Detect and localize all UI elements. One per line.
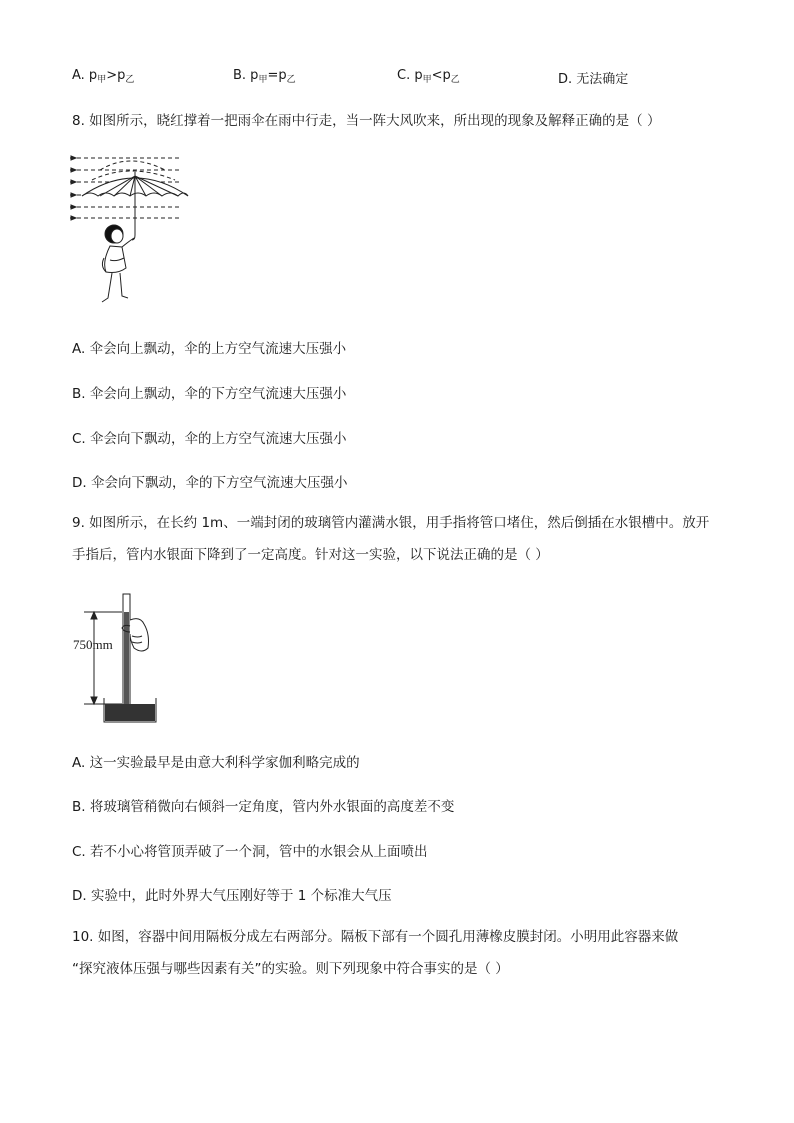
q9-choice-b[interactable]: B. 将玻璃管稍微向右倾斜一定角度，管内外水银面的高度差不变 xyxy=(72,799,455,815)
q8-choice-b[interactable]: B. 伞会向上飘动，伞的下方空气流速大压强小 xyxy=(72,386,347,402)
question-10-stem-line1: 10. 如图，容器中间用隔板分成左右两部分。隔板下部有一个圆孔用薄橡皮膜封闭。小明用此容器来做 xyxy=(72,929,679,945)
umbrella-girl-figure xyxy=(70,150,195,310)
q9-choice-a[interactable]: A. 这一实验最早是由意大利科学家伽利略完成的 xyxy=(72,755,360,771)
option-a: A. $p_甲>p_乙$ xyxy=(72,68,135,85)
height-label: 750mm xyxy=(73,637,113,652)
q8-choice-a[interactable]: A. 伞会向上飘动，伞的上方空气流速大压强小 xyxy=(72,341,347,357)
question-8-stem: 8. 如图所示，晓红撑着一把雨伞在雨中行走，当一阵大风吹来，所出现的现象及解释正确的是（ ） xyxy=(72,113,661,129)
q9-choice-d[interactable]: D. 实验中，此时外界大气压刚好等于 1 个标准大气压 xyxy=(72,888,392,904)
question-9-stem-line2: 手指后，管内水银面下降到了一定高度。针对这一实验，以下说法正确的是（ ） xyxy=(72,547,549,563)
question-9-stem-line1: 9. 如图所示，在长约 1m、一端封闭的玻璃管内灌满水银，用手指将管口堵住，然后倒插在水银槽中。放开 xyxy=(72,515,710,531)
option-d: D. 无法确定 xyxy=(558,72,629,87)
torricelli-tube-figure xyxy=(70,590,170,730)
question-10-stem-line2: “探究液体压强与哪些因素有关”的实验。则下列现象中符合事实的是（ ） xyxy=(72,961,509,977)
q9-choice-c[interactable]: C. 若不小心将管顶弄破了一个洞，管中的水银会从上面喷出 xyxy=(72,844,428,860)
q8-choice-c[interactable]: C. 伞会向下飘动，伞的上方空气流速大压强小 xyxy=(72,431,347,447)
option-c: C. $p_甲<p_乙$ xyxy=(397,68,460,85)
option-b: B. $p_甲=p_乙$ xyxy=(233,68,296,85)
q8-choice-d[interactable]: D. 伞会向下飘动，伞的下方空气流速大压强小 xyxy=(72,475,348,491)
